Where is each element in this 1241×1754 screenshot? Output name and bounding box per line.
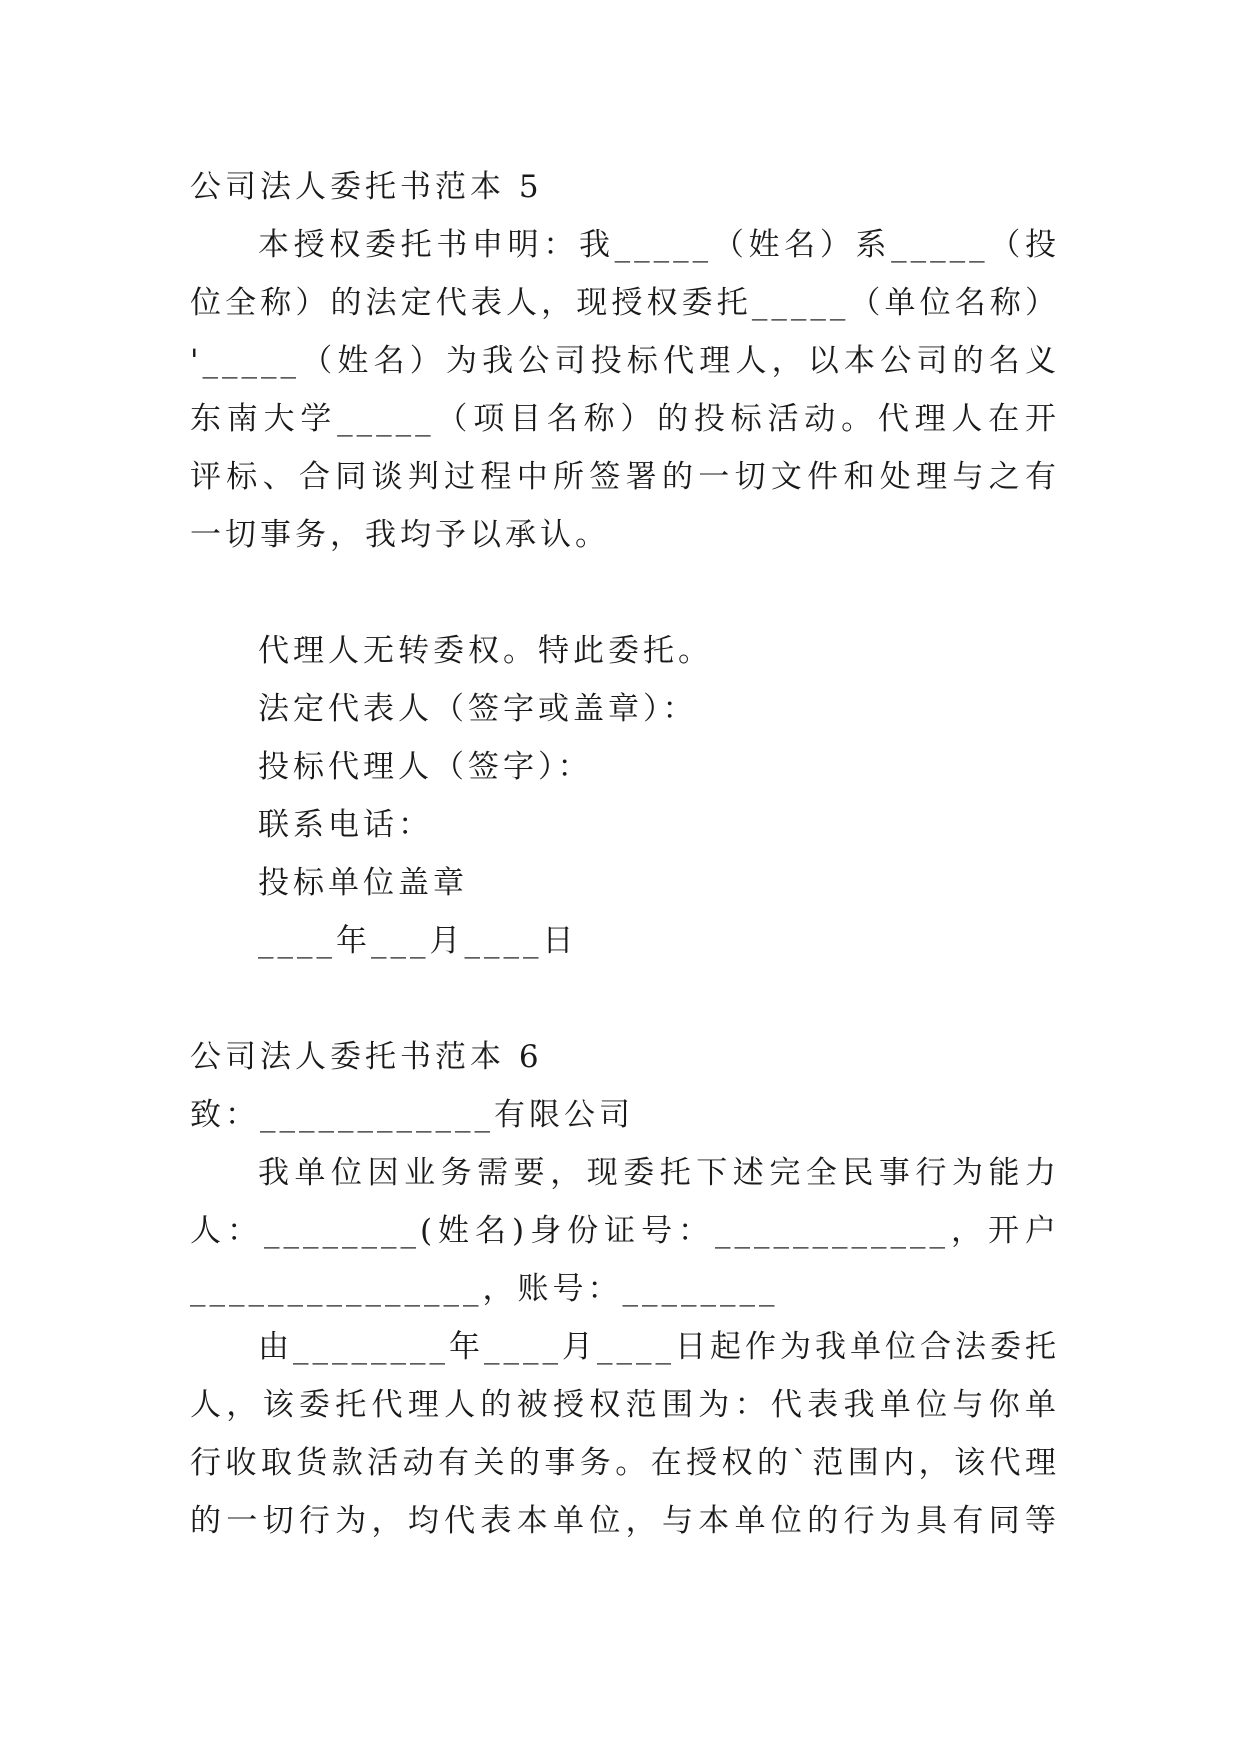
paragraph-line: _______________，账号：________ [190, 1271, 779, 1307]
paragraph-line: 人，该委托代理人的被授权范围为：代表我单位与你单 [190, 1387, 1060, 1423]
document-body [190, 158, 1060, 1550]
blank-line [190, 564, 1060, 622]
paragraph-line: 行收取货款活动有关的事务。在授权的`范围内，该代理 [190, 1445, 1060, 1481]
contact-phone: 联系电话： [258, 807, 433, 843]
paragraph-line: 本授权委托书申明：我_____（姓名）系_____（投 [258, 227, 1060, 263]
paragraph-line: 位全称）的法定代表人，现授权委托_____（单位名称） [190, 285, 1060, 321]
legal-representative-signature: 法定代表人（签字或盖章）： [258, 691, 698, 727]
blank-line [190, 970, 1060, 1028]
section-6-title: 公司法人委托书范本 6 [190, 1039, 543, 1075]
paragraph-line: 一切事务，我均予以承认。 [190, 517, 610, 553]
agent-signature: 投标代理人（签字）： [258, 749, 593, 785]
paragraph-line: 东南大学_____（项目名称）的投标活动。代理人在开 [190, 401, 1060, 437]
paragraph-line: 我单位因业务需要，现委托下述完全民事行为能力 [258, 1155, 1060, 1191]
section-5-title: 公司法人委托书范本 5 [190, 169, 543, 205]
addressee-line: 致：____________有限公司 [190, 1097, 634, 1133]
date-line: ____年___月____日 [258, 923, 578, 959]
unit-seal: 投标单位盖章 [258, 865, 468, 901]
paragraph-line: 的一切行为，均代表本单位，与本单位的行为具有同等 [190, 1503, 1060, 1539]
paragraph-line: 人：________(姓名)身份证号：____________，开户 [190, 1213, 1060, 1249]
section-6-paragraph-2 [190, 1318, 1060, 1550]
paragraph-line: '_____（姓名）为我公司投标代理人，以本公司的名义 [190, 343, 1060, 379]
paragraph-line: 由________年____月____日起作为我单位合法委托 [258, 1329, 1060, 1365]
section-5-paragraph [190, 216, 1060, 564]
section-6-paragraph-1 [190, 1144, 1060, 1318]
paragraph-line: 评标、合同谈判过程中所签署的一切文件和处理与之有 [190, 459, 1060, 495]
no-transfer-statement: 代理人无转委权。特此委托。 [258, 633, 713, 669]
